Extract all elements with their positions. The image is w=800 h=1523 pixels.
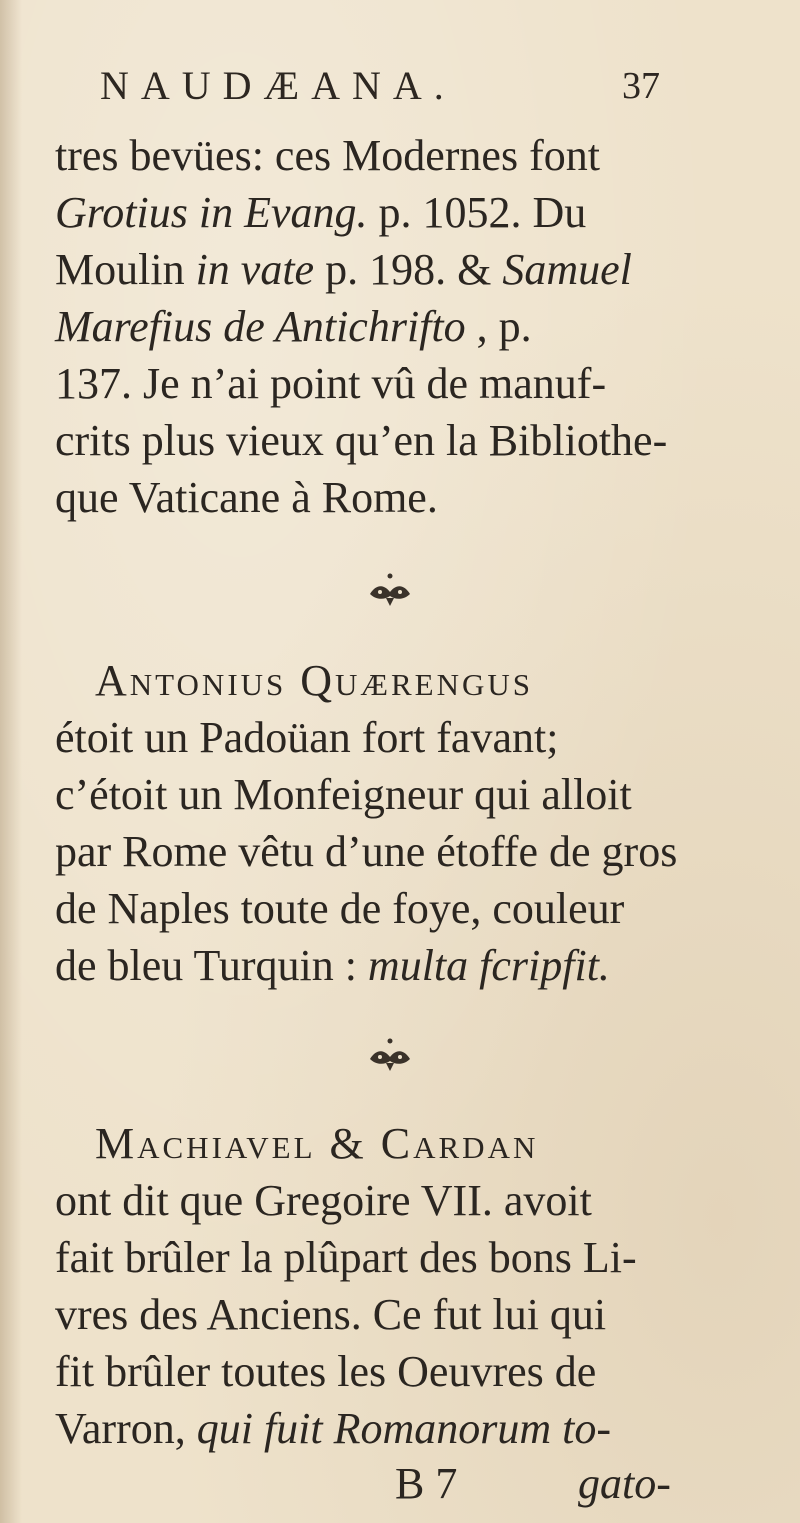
text-line	[55, 244, 632, 296]
fleuron-ornament	[360, 1035, 420, 1075]
text-line: fit brûler toutes les Oeuvres de	[55, 1347, 597, 1396]
text-italic: Grotius in Evang.	[55, 188, 368, 237]
text-line: vres des Anciens. Ce fut lui qui	[55, 1290, 607, 1339]
text-roman: , p.	[465, 302, 532, 351]
text-line: tres bevües: ces Modernes font	[55, 131, 600, 180]
page-gutter-shadow	[0, 0, 22, 1523]
signature-mark: B 7	[395, 1459, 458, 1508]
text-italic: Marefius de Antichrifto	[55, 302, 466, 351]
text-roman: Moulin	[55, 245, 196, 294]
text-line: 137. Je n’ai point vû de manuf-	[55, 359, 607, 408]
running-head	[0, 62, 800, 112]
text-line: que Vaticane à Rome.	[55, 473, 438, 522]
fleuron-ornament	[360, 570, 420, 610]
text-line: par Rome vêtu d’une étoffe de gros	[55, 827, 678, 876]
text-line: crits plus vieux qu’en la Bibliothe-	[55, 416, 668, 465]
page-number: 37	[622, 65, 660, 107]
paragraph-heading: Antonius Quærengus	[95, 656, 534, 705]
text-italic: Samuel	[502, 245, 632, 294]
text-line: de Naples toute de foye, couleur	[55, 884, 625, 933]
text-line: ont dit que Gregoire VII. avoit	[55, 1176, 592, 1225]
running-head-title: NAUDÆANA.	[100, 63, 456, 108]
text-roman: p. 198. &	[314, 245, 503, 294]
text-roman: p. 1052. Du	[367, 188, 587, 237]
text-line	[55, 301, 532, 353]
text-italic: qui fuit Romanorum to-	[196, 1404, 612, 1453]
text-line	[55, 1403, 611, 1455]
text-line: fait brûler la plûpart des bons Li-	[55, 1233, 637, 1282]
text-line: c’étoit un Monfeigneur qui alloit	[55, 770, 632, 819]
paragraph-heading: Machiavel & Cardan	[95, 1119, 539, 1168]
text-roman: de bleu Turquin :	[55, 941, 368, 990]
text-line	[55, 187, 586, 239]
text-line: étoit un Padoüan fort favant;	[55, 713, 559, 762]
text-line	[55, 940, 610, 992]
text-italic: in vate	[195, 245, 315, 294]
text-roman: Varron,	[55, 1404, 197, 1453]
text-italic: multa fcripfit.	[367, 941, 610, 990]
catchword: gato-	[578, 1459, 671, 1508]
